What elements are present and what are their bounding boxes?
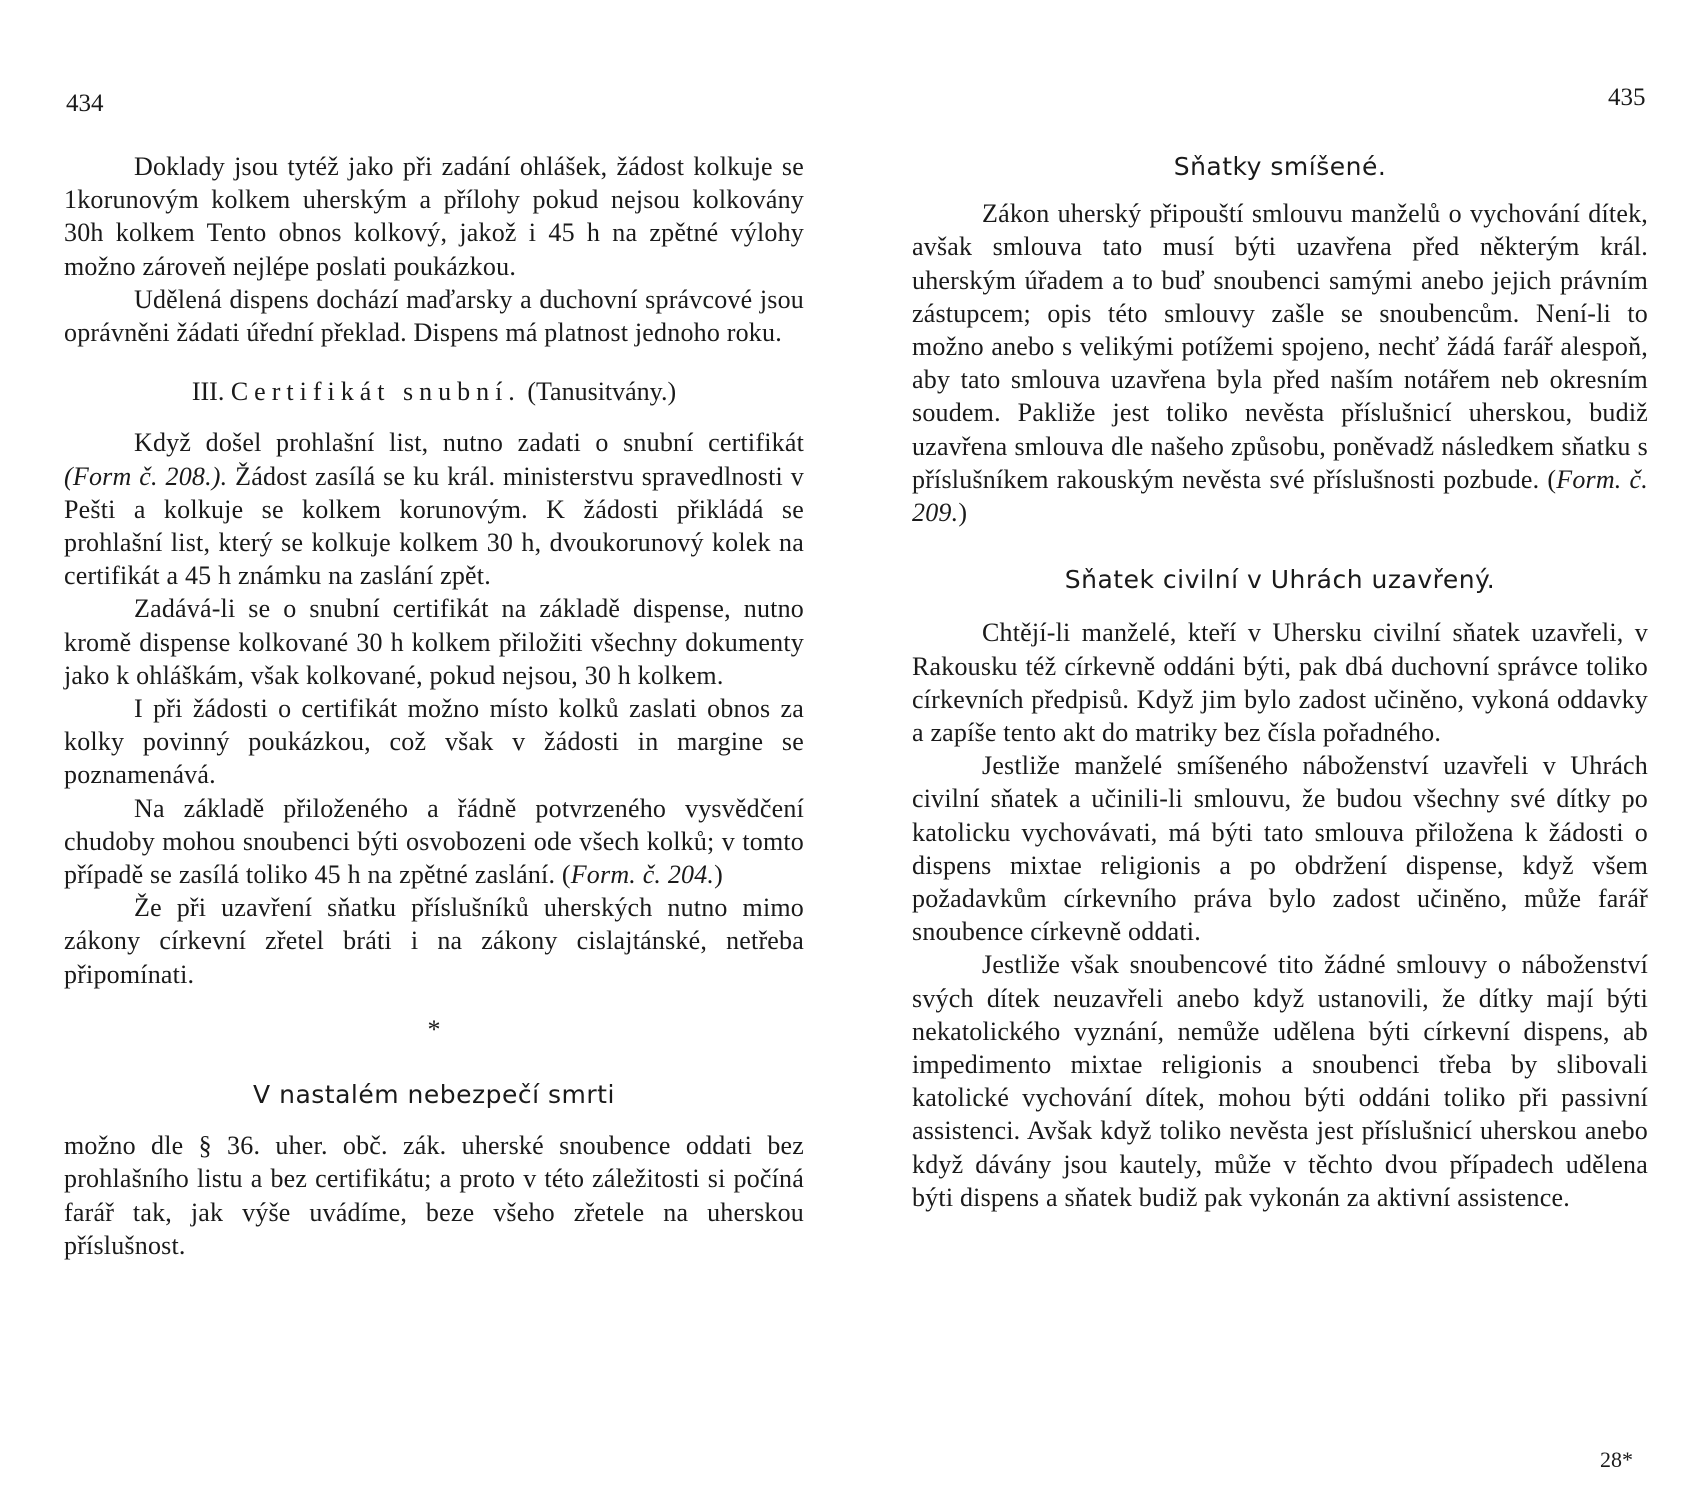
heading-danger-of-death: V nastalém nebezpečí smrti — [253, 1080, 615, 1110]
left-page-number: 434 — [66, 90, 104, 117]
right-paragraph-2: Chtějí-li manželé, kteří v Uhersku civilní sňatek uzavřeli, v Rakousku též církevně oddáni býti, pak dbá duchovní správce toliko církevních předpisů. Když jim bylo zadost učiněno, vykoná oddavky a zapíše tento akt do matriky bez čísla pořadného. — [912, 618, 1648, 748]
left-paragraph-4: Zadává-li se o snubní certifikát na základě dispense, nutno kromě dispense kolkované 30 h kolkem přiložiti všechny dokumenty jako k ohláškám, však kolkované, pokud nejsou, 30 h kolkem. — [64, 594, 804, 690]
left-paragraph-6 — [64, 792, 804, 892]
signature-mark: 28* — [1600, 1447, 1633, 1472]
left-paragraph-5: I při žádosti o certifikát možno místo kolků zaslati obnos za kolky povinný poukázkou, což však v žádosti in margine se poznamenává. — [64, 694, 804, 790]
p3-text-end: Žádost zasílá se ku král. ministerstvu spravedlnosti v Pešti a kolkuje se kolkem korunovým. K žádosti přikládá se prohlašní list, který se kolkuje kolkem 30 h, dvoukorunový kolek na certifikát a 45 h známku na zaslání zpět. — [64, 461, 804, 591]
left-paragraph-1: Doklady jsou tytéž jako při zadání ohlášek, žádost kolkuje se 1korunovým kolkem uherským a přílohy pokud nejsou kolkovány 30h kolkem Tento obnos kolkový, jakož i 45 h na zpětné výlohy možno zároveň nejlépe poslati poukázkou. — [64, 152, 804, 281]
left-paragraph-8: možno dle § 36. uher. obč. zák. uherské snoubence oddati bez prohlašního listu a bez certifikátu; a proto v této záležitosti si počíná farář tak, jak výše uvádíme, beze všeho zřetele na uherskou příslušnost. — [64, 1131, 804, 1260]
section-title: Certifikát snubní. — [230, 377, 521, 407]
right-paragraph-4: Jestliže však snoubencové tito žádné smlouvy o náboženství svých dítek neuzavřeli anebo když ustanovili, že dítky mají býti nekatolického vyznání, nemůže udělena býti církevní dispens, ab impedimento mixtae religionis a snoubenci třeba by slibovali katolické vychování dítek, mohou býti oddáni toliko při passivní assistenci. Avšak když toliko nevěsta jest příslušnicí uherskou anebo když dávány jsou kautely, může v těchto dvou případech udělena býti dispens a sňatek budiž pak vykonán za aktivní assistence. — [912, 950, 1648, 1212]
rp1-text-end: ) — [958, 498, 968, 528]
right-paragraph-1 — [912, 197, 1648, 529]
rp1-text-start: Zákon uherský připouští smlouvu manželů o vychování dítek, avšak smlouva tato musí býti uzavřena před některým král. uherským úřadem a to buď snoubenci samými anebo jejich právním zástupcem; opis této smlouvy zašle se snoubencům. Není-li to možno anebo s velikými potížemi spojeno, nechť žádá farář alespoň, aby tato smlouva uzavřena byla před naším notářem neb okresním soudem. Pakliže jest toliko nevěsta příslušnicí uherskou, budiž uzavřena smlouva dle našeho způsobu, poněvadž následkem sňatku s příslušníkem rakouským nevěsta své příslušnosti pozbude. ( — [912, 199, 1648, 494]
asterisk-divider: * — [427, 1014, 441, 1044]
right-page-text — [912, 150, 1648, 1214]
left-paragraph-2: Udělená dispens dochází maďarsky a duchovní správcové jsou oprávněni žádati úřední překlad. Dispens má platnost jednoho roku. — [64, 284, 804, 348]
form-reference-208: (Form č. 208.). — [64, 461, 228, 491]
left-page-text — [64, 150, 804, 1262]
right-paragraph-3: Jestliže manželé smíšeného náboženství uzavřeli v Uhrách civilní sňatek a učinili-li smlouvu, že budou všechny své dítky po katolicku vychovávati, má býti tato smlouva přiložena k žádosti o dispens mixtae religionis a po obdržení dispense, když všem požadavkům církevního práva bylo zadost učiněno, může farář snoubence církevně oddati. — [912, 751, 1648, 947]
form-reference-204: Form. č. 204. — [570, 860, 715, 890]
section-heading-certificate — [64, 375, 804, 408]
heading-mixed-marriages: Sňatky smíšené. — [1173, 152, 1387, 181]
p6-text-start: Na základě přiloženého a řádně potvrzeného vysvědčení chudoby mohou snoubenci býti osvobozeni ode všech kolků; v tomto případě se zasílá toliko 45 h na zpětné zaslání. ( — [64, 793, 804, 890]
heading-civil-marriage: Sňatek civilní v Uhrách uzavřený. — [1064, 565, 1496, 595]
left-paragraph-3 — [64, 426, 804, 592]
left-paragraph-7: Že při uzavření sňatku příslušníků uherských nutno mimo zákony církevní zřetel bráti i na zákony cislajtánské, netřeba připomínati. — [64, 893, 804, 989]
section-subtitle: (Tanusitvány.) — [527, 377, 677, 407]
p6-text-end: ) — [714, 860, 723, 890]
section-number: III. — [191, 377, 225, 407]
form-reference-209: Form. č. 209. — [912, 464, 1648, 528]
p3-text-start: Když došel prohlašní list, nutno zadati o snubní certifikát — [134, 428, 804, 458]
right-page-number: 435 — [1608, 84, 1646, 111]
